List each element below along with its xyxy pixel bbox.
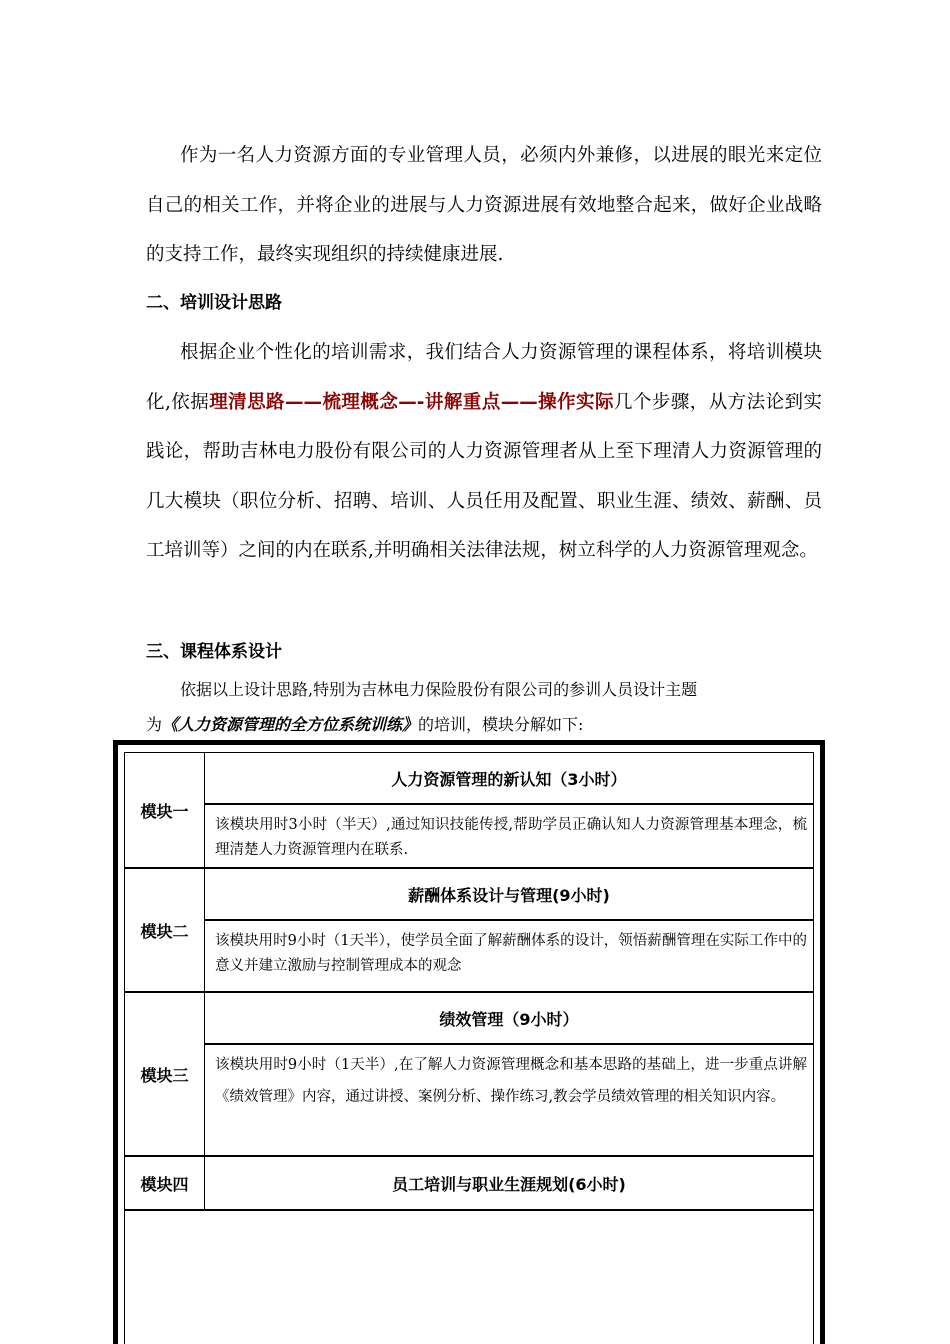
course-paragraph	[146, 672, 822, 742]
module-1-label: 模块一	[125, 753, 205, 869]
course-line-1: 依据以上设计思路,特别为吉林电力保险股份有限公司的参训人员设计主题	[180, 680, 698, 699]
design-text-pre: 根据企业个性化的培训需求，我们结合人力资源管理的课程体系，将培训模块化,依据	[146, 342, 822, 413]
intro-paragraph: 作为一名人力资源方面的专业管理人员，必须内外兼修，以进展的眼光来定位自己的相关工作，并将企业的进展与人力资源进展有效地整合起来，做好企业战略的支持工作，最终实现组织的持续健康进展.	[146, 145, 822, 266]
course-text-pre: 为	[146, 715, 163, 734]
design-paragraph	[146, 328, 822, 576]
course-title: 《人力资源管理的全方位系统训练》	[162, 715, 419, 734]
module-1-desc: 该模块用时3小时（半天）,通过知识技能传授,帮助学员正确认知人力资源管理基本理念，梳理清楚人力资源管理内在联系.	[205, 805, 813, 869]
module-table-inner	[124, 752, 814, 1344]
module-table	[113, 740, 825, 1344]
design-steps-highlight: 理清思路——梳理概念—-讲解重点——操作实际	[209, 391, 614, 413]
section-heading-course: 三、课程体系设计	[146, 642, 282, 662]
section-heading-design: 二、培训设计思路	[146, 293, 282, 313]
course-text-post: 的培训，模块分解如下:	[418, 715, 584, 734]
module-2-desc: 该模块用时9小时（1天半），使学员全面了解薪酬体系的设计，领悟薪酬管理在实际工作中的意义并建立激励与控制管理成本的观念	[205, 921, 813, 993]
module-4-label: 模块四	[125, 1157, 205, 1211]
module-3-label: 模块三	[125, 993, 205, 1157]
module-1-title: 人力资源管理的新认知（3小时）	[205, 753, 813, 805]
module-3-desc: 该模块用时9小时（1天半）,在了解人力资源管理概念和基本思路的基础上，进一步重点讲解《绩效管理》内容，通过讲授、案例分析、操作练习,教会学员绩效管理的相关知识内容。	[205, 1045, 813, 1157]
course-line-2	[146, 707, 822, 742]
module-4-title: 员工培训与职业生涯规划(6小时)	[205, 1157, 813, 1211]
module-3-title: 绩效管理（9小时）	[205, 993, 813, 1045]
module-2-label: 模块二	[125, 869, 205, 993]
design-text-post: 几个步骤，从方法论到实践论，帮助吉林电力股份有限公司的人力资源管理者从上至下理清人力资源管理的几大模块（职位分析、招聘、培训、人员任用及配置、职业生涯、绩效、薪酬、员工培训等）之间的内在联系,并明确相关法律法规，树立科学的人力资源管理观念。	[146, 391, 822, 562]
module-2-title: 薪酬体系设计与管理(9小时)	[205, 869, 813, 921]
